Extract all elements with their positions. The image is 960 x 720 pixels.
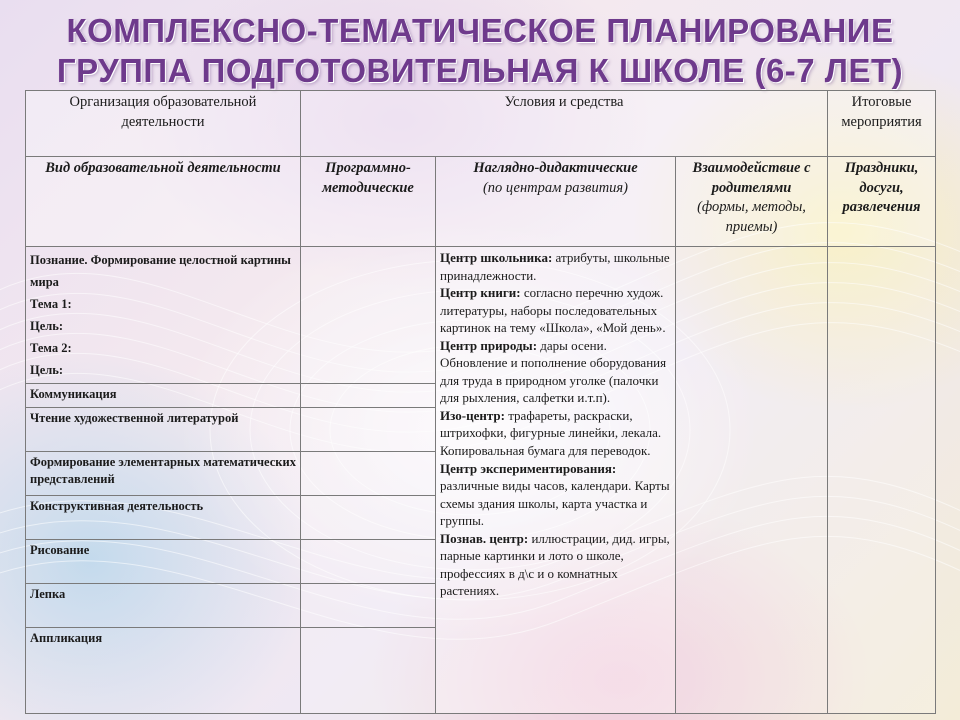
activity-poznanie-tema1: Тема 1: (30, 297, 72, 311)
visual-didactic-centers (436, 247, 676, 714)
activity-poznanie-tema2: Тема 2: (30, 341, 72, 355)
page-title-line-1: КОМПЛЕКСНО-ТЕМАТИЧЕСКОЕ ПЛАНИРОВАНИЕ (66, 12, 894, 49)
center-label: Центр природы: (440, 337, 538, 353)
methodical-cell (301, 584, 436, 628)
center-text: согласно перечню худож. литературы, наборы последовательных картинок на тему «Школа», «Мой день». (440, 285, 666, 336)
header-visual-didactic-sub: (по центрам развития) (482, 179, 629, 196)
center-label: Центр школьника: (440, 250, 553, 265)
activity-fempp: Формирование элементарных математических представлений (26, 452, 301, 496)
center-label: Центр книги: (440, 285, 521, 301)
header-visual-didactic-main: Наглядно-дидактические (473, 160, 638, 176)
center-text: атрибуты, школьные принадлежности. (440, 250, 670, 283)
methodical-cell (301, 496, 436, 540)
header-organization: Организация образовательной деятельности (26, 91, 301, 157)
center-text: трафареты, раскраски, штрихофки, фигурные линейки, лекала. Копировальная бумага для переводок. (440, 407, 662, 459)
activity-poznanie-cel2: Цель: (30, 363, 64, 377)
activity-lepka: Лепка (26, 584, 301, 628)
header-row-1 (26, 91, 936, 157)
center-text: иллюстрации, дид. игры, парные картинки и лото о школе, профессиях в д\с и о комнатных растениях. (440, 530, 670, 599)
header-activity-type: Вид образовательной деятельности (26, 157, 301, 247)
holidays-cell (828, 247, 936, 714)
page-title-line-2: ГРУППА ПОДГОТОВИТЕЛЬНАЯ К ШКОЛЕ (6-7 ЛЕТ) (56, 52, 904, 89)
methodical-cell (301, 452, 436, 496)
center-label: Познав. центр: (440, 530, 529, 546)
header-methodical: Программно-методические (301, 157, 436, 247)
activity-poznanie (26, 247, 301, 384)
methodical-cell (301, 247, 436, 384)
center-text: дары осени. Обновление и пополнение оборудования для труда в природном уголке (палочки для рыхления, салфетки и.т.п). (440, 337, 667, 406)
methodical-cell (301, 540, 436, 584)
activity-konstr: Конструктивная деятельность (26, 496, 301, 540)
header-row-2 (26, 157, 936, 247)
header-visual-didactic (436, 157, 676, 247)
activity-poznanie-cel1: Цель: (30, 319, 64, 333)
methodical-cell (301, 628, 436, 714)
center-label: Изо-центр: (440, 407, 505, 423)
header-conditions: Условия и средства (301, 91, 828, 157)
header-final-events: Итоговые мероприятия (828, 91, 936, 157)
activity-applikaciya: Аппликация (26, 628, 301, 714)
header-holidays: Праздники, досуги, развлечения (828, 157, 936, 247)
center-text: различные виды часов, календари. Карты схемы здания школы, карта участка и группы. (440, 478, 670, 529)
header-parents-main: Взаимодействие с родителями (692, 160, 811, 196)
table-row (26, 247, 936, 384)
activity-risovanie: Рисование (26, 540, 301, 584)
parents-interaction-cell (676, 247, 828, 714)
activity-poznanie-title: Познание. Формирование целостной картины мира (30, 253, 291, 289)
header-parents-sub: (формы, методы, приемы) (697, 199, 806, 235)
planning-table (25, 90, 936, 714)
center-label: Центр экспериментирования: (440, 460, 617, 476)
methodical-cell (301, 408, 436, 452)
activity-kommunikaciya: Коммуникация (26, 384, 301, 408)
methodical-cell (301, 384, 436, 408)
activity-chtenie: Чтение художественной литературой (26, 408, 301, 452)
header-parents (676, 157, 828, 247)
